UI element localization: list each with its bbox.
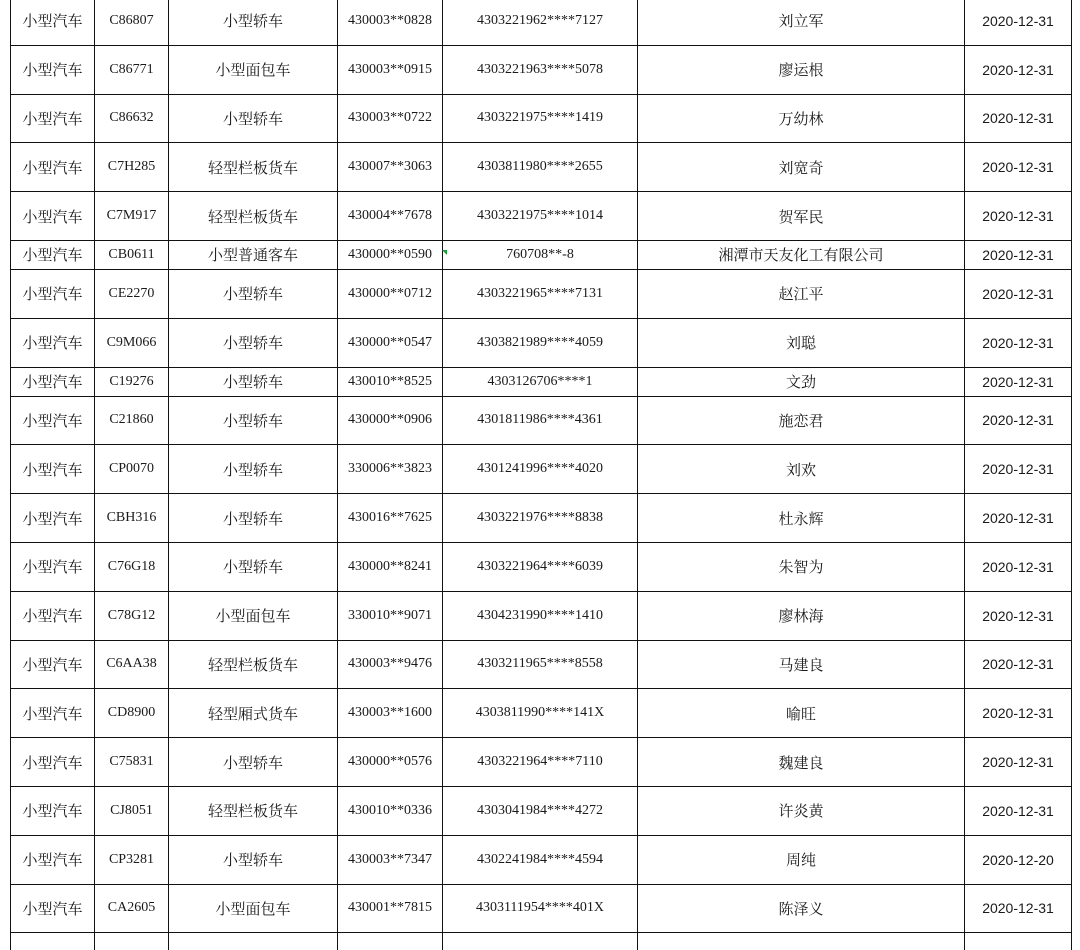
owner-cell: 廖林海 — [638, 591, 965, 640]
owner-cell: 喻旺 — [638, 689, 965, 738]
table-row — [11, 240, 1072, 269]
plate-cell: CBH316 — [95, 494, 169, 543]
body-type-cell: 小型轿车 — [169, 835, 338, 884]
id-number-cell: 4303821989****4059 — [443, 318, 638, 367]
owner-cell: 陈泽义 — [638, 884, 965, 933]
vehicle-class-cell: 小型汽车 — [11, 45, 95, 94]
vehicle-class-cell: 小型汽车 — [11, 494, 95, 543]
valid-until-cell: 2020-12-31 — [965, 591, 1072, 640]
body-type-cell: 小型轿车 — [169, 738, 338, 787]
body-type-cell: 小型面包车 — [169, 884, 338, 933]
table-row — [11, 192, 1072, 241]
vehicle-class-cell: 小型汽车 — [11, 0, 95, 45]
code-cell: 430003**0722 — [338, 94, 443, 143]
code-cell: 330006**3823 — [338, 445, 443, 494]
empty-cell — [169, 933, 338, 950]
body-type-cell: 小型轿车 — [169, 542, 338, 591]
vehicle-class-cell: 小型汽车 — [11, 143, 95, 192]
code-cell: 430000**0712 — [338, 269, 443, 318]
owner-cell: 刘聪 — [638, 318, 965, 367]
id-number-cell: 4301241996****4020 — [443, 445, 638, 494]
code-cell: 430003**7347 — [338, 835, 443, 884]
vehicle-class-cell: 小型汽车 — [11, 240, 95, 269]
owner-cell: 刘立军 — [638, 0, 965, 45]
empty-cell — [95, 933, 169, 950]
owner-cell: 周纯 — [638, 835, 965, 884]
plate-cell: C75831 — [95, 738, 169, 787]
table-row — [11, 269, 1072, 318]
table-row — [11, 494, 1072, 543]
owner-cell: 文劲 — [638, 367, 965, 396]
vehicle-class-cell: 小型汽车 — [11, 94, 95, 143]
plate-cell: C6AA38 — [95, 640, 169, 689]
vehicle-class-cell: 小型汽车 — [11, 269, 95, 318]
table-row — [11, 689, 1072, 738]
id-number-cell: 4303221976****8838 — [443, 494, 638, 543]
valid-until-cell: 2020-12-31 — [965, 318, 1072, 367]
code-cell: 430003**0828 — [338, 0, 443, 45]
id-number-cell: 4303221963****5078 — [443, 45, 638, 94]
plate-cell: C86632 — [95, 94, 169, 143]
code-cell: 430001**7815 — [338, 884, 443, 933]
valid-until-cell: 2020-12-31 — [965, 240, 1072, 269]
empty-cell — [11, 933, 95, 950]
body-type-cell: 小型普通客车 — [169, 240, 338, 269]
valid-until-cell: 2020-12-20 — [965, 835, 1072, 884]
vehicle-class-cell: 小型汽车 — [11, 835, 95, 884]
vehicle-class-cell: 小型汽车 — [11, 445, 95, 494]
code-cell: 430000**0906 — [338, 396, 443, 445]
body-type-cell: 小型轿车 — [169, 0, 338, 45]
owner-cell: 湘潭市天友化工有限公司 — [638, 240, 965, 269]
id-number-cell: 4303811980****2655 — [443, 143, 638, 192]
id-number-cell: 4303126706****1 — [443, 367, 638, 396]
table-row — [11, 94, 1072, 143]
table-body — [11, 0, 1072, 950]
empty-cell — [338, 933, 443, 950]
body-type-cell: 轻型栏板货车 — [169, 640, 338, 689]
owner-cell: 杜永辉 — [638, 494, 965, 543]
valid-until-cell: 2020-12-31 — [965, 786, 1072, 835]
plate-cell: C86771 — [95, 45, 169, 94]
body-type-cell: 小型轿车 — [169, 494, 338, 543]
id-number-cell: 4301811986****4361 — [443, 396, 638, 445]
plate-cell: C76G18 — [95, 542, 169, 591]
valid-until-cell: 2020-12-31 — [965, 738, 1072, 787]
table-row — [11, 884, 1072, 933]
code-cell: 430010**8525 — [338, 367, 443, 396]
id-number-cell: 4303221964****7110 — [443, 738, 638, 787]
code-cell: 430000**0590 — [338, 240, 443, 269]
owner-cell: 施恋君 — [638, 396, 965, 445]
table-row — [11, 738, 1072, 787]
id-number-cell: 4303221975****1014 — [443, 192, 638, 241]
owner-cell: 许炎黄 — [638, 786, 965, 835]
code-cell: 430000**8241 — [338, 542, 443, 591]
id-number-cell: 4303221975****1419 — [443, 94, 638, 143]
plate-cell: CE2270 — [95, 269, 169, 318]
code-cell: 330010**9071 — [338, 591, 443, 640]
vehicle-table — [10, 0, 1072, 950]
valid-until-cell: 2020-12-31 — [965, 640, 1072, 689]
plate-cell: CD8900 — [95, 689, 169, 738]
body-type-cell: 小型轿车 — [169, 94, 338, 143]
body-type-cell: 小型面包车 — [169, 45, 338, 94]
valid-until-cell: 2020-12-31 — [965, 396, 1072, 445]
table-row — [11, 445, 1072, 494]
plate-cell: CP3281 — [95, 835, 169, 884]
vehicle-class-cell: 小型汽车 — [11, 640, 95, 689]
code-cell: 430007**3063 — [338, 143, 443, 192]
id-number-cell: 4303811990****141X — [443, 689, 638, 738]
id-number-cell: 4303221964****6039 — [443, 542, 638, 591]
valid-until-cell: 2020-12-31 — [965, 192, 1072, 241]
code-cell: 430003**9476 — [338, 640, 443, 689]
valid-until-cell: 2020-12-31 — [965, 269, 1072, 318]
table-row — [11, 591, 1072, 640]
id-number-cell: 4303111954****401X — [443, 884, 638, 933]
valid-until-cell: 2020-12-31 — [965, 143, 1072, 192]
body-type-cell: 小型轿车 — [169, 367, 338, 396]
code-cell: 430004**7678 — [338, 192, 443, 241]
id-number-cell: 760708**-8 — [443, 240, 638, 269]
vehicle-class-cell: 小型汽车 — [11, 786, 95, 835]
body-type-cell: 轻型栏板货车 — [169, 143, 338, 192]
plate-cell: C78G12 — [95, 591, 169, 640]
valid-until-cell: 2020-12-31 — [965, 689, 1072, 738]
code-cell: 430016**7625 — [338, 494, 443, 543]
vehicle-class-cell: 小型汽车 — [11, 591, 95, 640]
table-row — [11, 786, 1072, 835]
valid-until-cell: 2020-12-31 — [965, 0, 1072, 45]
valid-until-cell: 2020-12-31 — [965, 445, 1072, 494]
id-number-cell: 4304231990****1410 — [443, 591, 638, 640]
vehicle-class-cell: 小型汽车 — [11, 738, 95, 787]
code-cell: 430000**0547 — [338, 318, 443, 367]
vehicle-class-cell: 小型汽车 — [11, 367, 95, 396]
valid-until-cell: 2020-12-31 — [965, 542, 1072, 591]
valid-until-cell: 2020-12-31 — [965, 45, 1072, 94]
plate-cell: CJ8051 — [95, 786, 169, 835]
vehicle-class-cell: 小型汽车 — [11, 318, 95, 367]
empty-cell — [443, 933, 638, 950]
body-type-cell: 小型轿车 — [169, 269, 338, 318]
body-type-cell: 轻型厢式货车 — [169, 689, 338, 738]
table-row — [11, 542, 1072, 591]
valid-until-cell: 2020-12-31 — [965, 367, 1072, 396]
valid-until-cell: 2020-12-31 — [965, 884, 1072, 933]
owner-cell: 刘宽奇 — [638, 143, 965, 192]
id-number-cell: 4303211965****8558 — [443, 640, 638, 689]
table-row — [11, 45, 1072, 94]
code-cell: 430010**0336 — [338, 786, 443, 835]
body-type-cell: 轻型栏板货车 — [169, 192, 338, 241]
table-row — [11, 835, 1072, 884]
vehicle-class-cell: 小型汽车 — [11, 396, 95, 445]
plate-cell: C19276 — [95, 367, 169, 396]
plate-cell: C9M066 — [95, 318, 169, 367]
empty-cell — [965, 933, 1072, 950]
vehicle-class-cell: 小型汽车 — [11, 192, 95, 241]
owner-cell: 万幼林 — [638, 94, 965, 143]
vehicle-class-cell: 小型汽车 — [11, 884, 95, 933]
table-row-partial — [11, 933, 1072, 950]
plate-cell: CB0611 — [95, 240, 169, 269]
id-number-cell: 4303221965****7131 — [443, 269, 638, 318]
owner-cell: 朱智为 — [638, 542, 965, 591]
body-type-cell: 小型轿车 — [169, 396, 338, 445]
code-cell: 430003**0915 — [338, 45, 443, 94]
body-type-cell: 小型轿车 — [169, 318, 338, 367]
table-row — [11, 318, 1072, 367]
id-number-cell: 4303041984****4272 — [443, 786, 638, 835]
owner-cell: 魏建良 — [638, 738, 965, 787]
plate-cell: C7M917 — [95, 192, 169, 241]
body-type-cell: 轻型栏板货车 — [169, 786, 338, 835]
id-number-cell: 4302241984****4594 — [443, 835, 638, 884]
valid-until-cell: 2020-12-31 — [965, 94, 1072, 143]
code-cell: 430000**0576 — [338, 738, 443, 787]
owner-cell: 赵江平 — [638, 269, 965, 318]
plate-cell: C21860 — [95, 396, 169, 445]
vehicle-class-cell: 小型汽车 — [11, 689, 95, 738]
body-type-cell: 小型轿车 — [169, 445, 338, 494]
table-row — [11, 143, 1072, 192]
owner-cell: 廖运根 — [638, 45, 965, 94]
owner-cell: 马建良 — [638, 640, 965, 689]
plate-cell: CA2605 — [95, 884, 169, 933]
vehicle-class-cell: 小型汽车 — [11, 542, 95, 591]
valid-until-cell: 2020-12-31 — [965, 494, 1072, 543]
plate-cell: C86807 — [95, 0, 169, 45]
plate-cell: C7H285 — [95, 143, 169, 192]
code-cell: 430003**1600 — [338, 689, 443, 738]
table-row — [11, 396, 1072, 445]
table-row — [11, 0, 1072, 45]
owner-cell: 刘欢 — [638, 445, 965, 494]
table-row — [11, 367, 1072, 396]
cell-comment-marker — [442, 250, 447, 255]
owner-cell: 贺军民 — [638, 192, 965, 241]
table-row — [11, 640, 1072, 689]
empty-cell — [638, 933, 965, 950]
body-type-cell: 小型面包车 — [169, 591, 338, 640]
id-number-cell: 4303221962****7127 — [443, 0, 638, 45]
plate-cell: CP0070 — [95, 445, 169, 494]
